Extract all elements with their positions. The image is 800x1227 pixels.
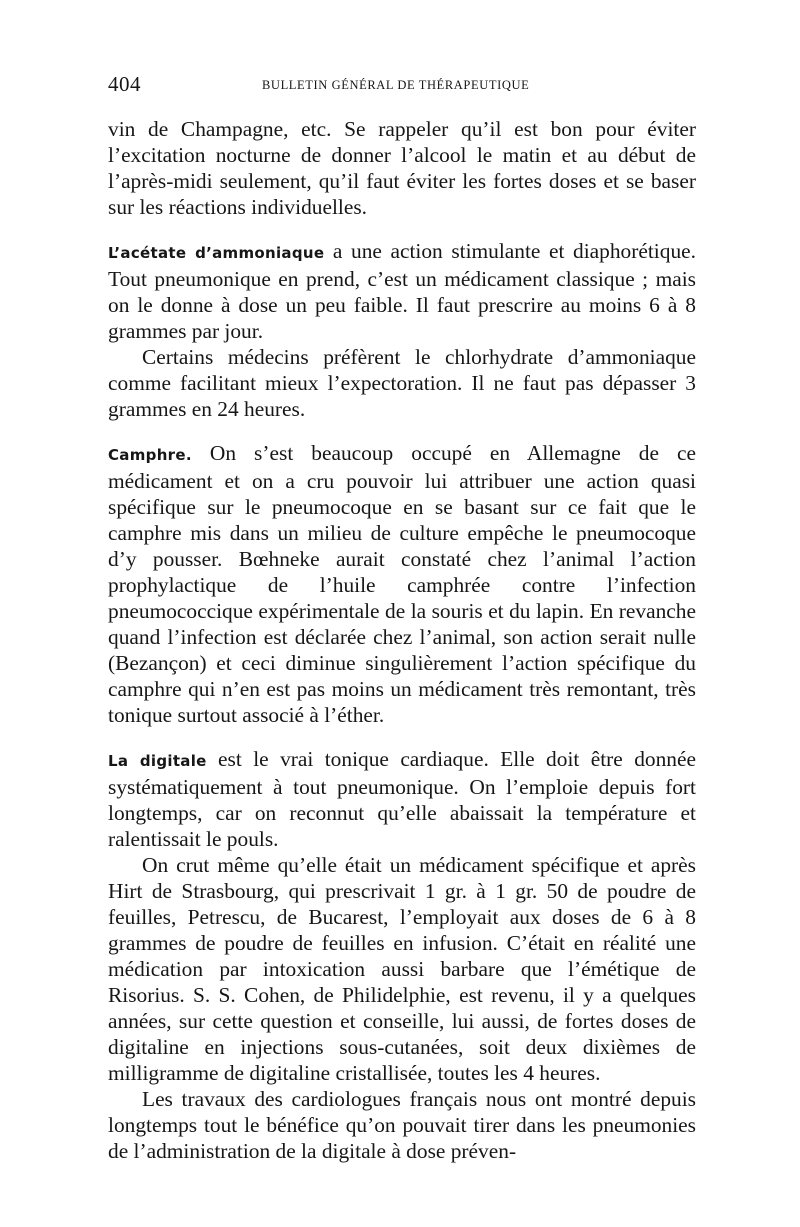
paragraph-text: a une action stimulante et diaphorétique. Tout pneumonique en prend, c’est un médicament classique ; mais on le donne à dose un peu faible. Il faut prescrire au moins 6 à 8 grammes par jour. bbox=[108, 239, 696, 343]
paragraph-alcohol-continuation: vin de Champagne, etc. Se rappeler qu’il est bon pour éviter l’excitation nocturne de donner l’alcool le matin et au début de l’après-midi seulement, qu’il faut éviter les fortes doses et se baser sur les réactions individuelles. bbox=[108, 117, 696, 219]
paragraph-digitalis-history: On crut même qu’elle était un médicament spécifique et après Hirt de Strasbourg, qui prescrivait 1 gr. à 1 gr. 50 de poudre de feuilles, Petrescu, de Bucarest, l’employait aux doses de 6 à 8 grammes de poudre de feuilles en infusion. C’était en réalité une médication par intoxication aussi barbare que l’émétique de Risorius. S. S. Cohen, de Philidelphie, est revenu, il y a quelques années, sur cette question et conseille, lui aussi, de fortes doses de digitaline en injections sous-cutanées, soit deux dixièmes de milligramme de digitaline cristallisée, toutes les 4 heures. bbox=[108, 853, 696, 1085]
paragraph-text: est le vrai tonique cardiaque. Elle doit être donnée systématiquement à tout pneumonique. On l’emploie depuis fort longtemps, car on reconnut qu’elle abaissait la température et ralentissait le pouls. bbox=[108, 747, 696, 851]
page-number: 404 bbox=[108, 72, 141, 96]
paragraph-french-cardiologists: Les travaux des cardiologues français nous ont montré depuis longtemps tout le bénéfice qu’on pouvait tirer dans les pneumonies de l’administration de la digitale à dose préven- bbox=[108, 1087, 696, 1163]
journal-title: BULLETIN GÉNÉRAL DE THÉRAPEUTIQUE bbox=[262, 78, 530, 92]
paragraph-camphor bbox=[108, 440, 696, 728]
drug-heading-ammonium-acetate: L’acétate d’ammoniaque bbox=[108, 244, 325, 262]
book-page bbox=[108, 72, 696, 1164]
drug-heading-camphor: Camphre. bbox=[108, 446, 192, 464]
paragraph-text: On s’est beaucoup occupé en Allemagne de ce médicament et on a cru pouvoir lui attribuer une action quasi spécifique sur le pneumocoque en se basant sur ce fait que le camphre mis dans un milieu de culture empêche le pneumocoque d’y pousser. Bœhneke aurait constaté chez l’animal l’action prophylactique de l’huile camphrée contre l’infection pneumococcique expérimentale de la souris et du lapin. En revanche quand l’infection est déclarée chez l’animal, son action serait nulle (Bezançon) et ceci diminue singulièrement l’action spécifique du camphre qui n’en est pas moins un médicament très remontant, très tonique surtout associé à l’éther. bbox=[108, 441, 696, 727]
drug-heading-digitalis: La digitale bbox=[108, 752, 207, 770]
paragraph-digitalis bbox=[108, 746, 696, 852]
paragraph-ammonium-chloride: Certains médecins préfèrent le chlorhydrate d’ammoniaque comme facilitant mieux l’expectoration. Il ne faut pas dépasser 3 grammes en 24 heures. bbox=[108, 345, 696, 421]
running-header bbox=[108, 72, 696, 102]
paragraph-ammonium-acetate bbox=[108, 238, 696, 344]
